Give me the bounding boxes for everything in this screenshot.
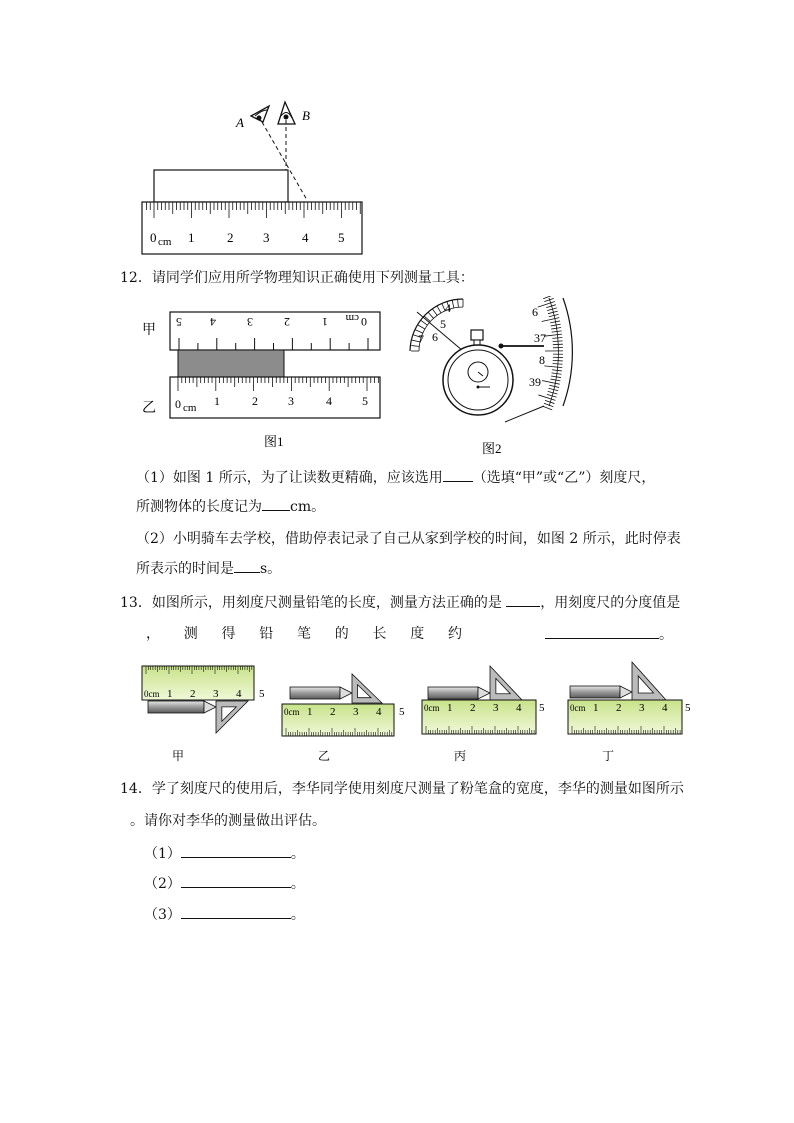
q13-char-2: 得	[221, 626, 236, 642]
q13-char-6: 长	[372, 626, 387, 642]
jia-unit: cm	[345, 312, 359, 324]
measured-block	[178, 350, 284, 377]
q12-sub1-line2	[136, 496, 325, 517]
fig1-caption: 图1	[264, 434, 284, 449]
q14-stem-line2	[130, 811, 326, 831]
ruler-label-4: 4	[302, 230, 309, 245]
q14-text-a: 学了刻度尺的使用后，李华同学使用刻度尺测量了粉笔盒的宽度，李华的测量如图所示	[151, 781, 684, 797]
q12-number: 12．	[120, 270, 152, 286]
ruler-label-3: 3	[263, 230, 270, 245]
ruler-jia-label: 甲	[142, 323, 156, 338]
yi-label-4: 4	[326, 394, 332, 408]
q12-stem	[120, 268, 474, 288]
q12-sub2-text-a: （2）小明骑车去学校，借助停表记录了自己从家到学校的时间，如图 2 所示，此时停表	[136, 531, 681, 547]
yi-unit: cm	[183, 402, 197, 414]
svg-text:5: 5	[539, 702, 545, 714]
ruler-label-2: 2	[227, 230, 234, 245]
small-dial-6: 6	[432, 330, 438, 344]
ruler	[142, 202, 362, 254]
q13-char-1: 测	[183, 626, 198, 642]
q12-sub2-line2	[136, 558, 281, 579]
q14-item-2-label: （2）	[144, 876, 181, 892]
q12-text: 请同学们应用所学物理知识正确使用下列测量工具：	[151, 270, 474, 286]
eye-a-label: A	[236, 115, 244, 130]
svg-text:0cm: 0cm	[570, 703, 586, 713]
measured-object	[154, 170, 288, 202]
jia-label-5: 5	[176, 315, 182, 329]
q12-sub1-unit: cm。	[290, 499, 326, 515]
q13-end: 。	[659, 627, 673, 643]
ruler-yi-label: 乙	[142, 401, 156, 416]
q12-sub1-text-c: 所测物体的长度记为	[136, 499, 262, 515]
eye-a-icon	[251, 106, 269, 122]
q12-sub2-unit: s。	[260, 561, 282, 577]
ruler-label-1: 1	[188, 230, 195, 245]
q14-stem-line1	[120, 779, 684, 799]
q13-caption-jia: 甲	[172, 749, 185, 763]
ruler-unit: cm	[158, 236, 172, 248]
q13-line2-end	[545, 624, 673, 645]
q14-item-3-end: 。	[290, 907, 305, 923]
q13-figures	[136, 660, 696, 770]
q12-sub1-blank-length[interactable]	[262, 496, 290, 511]
q13-figure-bing	[422, 666, 545, 734]
q13-char-8: 约	[448, 626, 462, 642]
q13-text-a: 如图所示，用刻度尺测量铅笔的长度，测量方法正确的是	[151, 595, 502, 611]
svg-text:2: 2	[330, 706, 336, 718]
q14-text-b: 。请你对李华的测量做出评估。	[130, 813, 326, 829]
q12-fig1	[138, 300, 388, 460]
large-dial-6: 6	[532, 305, 538, 319]
q13-stem	[120, 592, 680, 613]
svg-text:2: 2	[470, 702, 476, 714]
q14-blank-1[interactable]	[181, 843, 291, 858]
yi-label-1: 1	[214, 394, 220, 408]
q14-item-1-label: （1）	[144, 846, 181, 862]
small-dial-7: 7	[418, 332, 424, 346]
svg-text:3: 3	[639, 702, 645, 714]
fig2-caption: 图2	[482, 441, 502, 456]
q14-blank-3[interactable]	[181, 904, 291, 919]
svg-text:4: 4	[236, 688, 242, 700]
small-dial-4: 4	[445, 301, 451, 315]
q14-item-3-label: （3）	[144, 907, 181, 923]
q13-figure-ding	[568, 662, 691, 734]
ruler-label-5: 5	[338, 230, 345, 245]
svg-text:2: 2	[190, 688, 196, 700]
q13-line2	[146, 624, 462, 644]
q13-char-0: ，	[146, 626, 160, 642]
svg-text:3: 3	[493, 702, 499, 714]
q13-caption-ding: 丁	[602, 749, 615, 763]
svg-text:5: 5	[259, 688, 265, 700]
svg-text:1: 1	[307, 706, 313, 718]
q12-sub1-line1	[136, 467, 655, 488]
q13-char-7: 度	[410, 626, 425, 642]
q14-item-1	[144, 843, 305, 864]
jia-label-0: 0	[361, 315, 367, 329]
svg-text:1: 1	[593, 702, 599, 714]
svg-text:3: 3	[213, 688, 219, 700]
q14-number: 14．	[120, 781, 152, 797]
svg-text:1: 1	[167, 688, 173, 700]
q14-item-1-end: 。	[290, 846, 305, 862]
yi-label-5: 5	[362, 394, 368, 408]
svg-text:4: 4	[376, 706, 382, 718]
q12-sub2-line1	[136, 529, 681, 549]
q14-blank-2[interactable]	[181, 873, 291, 888]
yi-label-2: 2	[252, 394, 258, 408]
q12-sub1-blank-ruler[interactable]	[443, 467, 473, 482]
svg-text:2: 2	[616, 702, 622, 714]
large-dial-8: 8	[539, 353, 545, 367]
jia-label-2: 2	[284, 315, 290, 329]
q12-fig2-stopwatch	[405, 296, 585, 461]
q13-blank-method[interactable]	[506, 592, 540, 607]
svg-text:4: 4	[516, 702, 522, 714]
svg-text:5: 5	[685, 702, 691, 714]
svg-text:0cm: 0cm	[144, 689, 160, 699]
svg-text:3: 3	[353, 706, 359, 718]
svg-text:0cm: 0cm	[424, 703, 440, 713]
small-dial-5: 5	[440, 317, 446, 331]
q14-item-2-end: 。	[290, 876, 305, 892]
q13-number: 13．	[120, 595, 152, 611]
jia-label-1: 1	[322, 315, 328, 329]
q12-sub1-text-a: （1）如图 1 所示，为了让读数更精确，应该选用	[136, 470, 443, 486]
q12-sub2-text-b: 所表示的时间是	[136, 561, 234, 577]
jia-label-4: 4	[210, 315, 216, 329]
q13-figure-yi	[282, 674, 405, 736]
svg-text:5: 5	[399, 706, 405, 718]
q13-figure-jia	[142, 666, 265, 733]
svg-text:0cm: 0cm	[284, 707, 300, 717]
q13-caption-bing: 丙	[454, 749, 467, 763]
svg-text:4: 4	[662, 702, 668, 714]
large-dial-37: 37	[534, 331, 546, 345]
q13-char-3: 铅	[259, 626, 274, 642]
svg-text:1: 1	[447, 702, 453, 714]
ruler-label-0: 0	[150, 230, 157, 245]
jia-label-3: 3	[247, 315, 253, 329]
q14-item-3	[144, 904, 305, 925]
q12-sub2-blank-time[interactable]	[234, 558, 260, 573]
large-dial-39: 39	[529, 375, 541, 389]
ruler-reading-figure	[135, 96, 375, 261]
yi-label-3: 3	[288, 394, 294, 408]
q13-blank-length[interactable]	[545, 624, 659, 639]
q12-sub1-text-b: （选填“甲”或“乙”）刻度尺，	[472, 470, 656, 486]
yi-label-0: 0	[175, 397, 181, 411]
eye-b-label: B	[302, 108, 310, 123]
q13-char-4: 笔	[297, 626, 311, 642]
q13-caption-yi: 乙	[318, 749, 331, 763]
q14-item-2	[144, 873, 305, 894]
q13-text-b: ，用刻度尺的分度值是	[540, 595, 681, 611]
q13-char-5: 的	[334, 626, 349, 642]
